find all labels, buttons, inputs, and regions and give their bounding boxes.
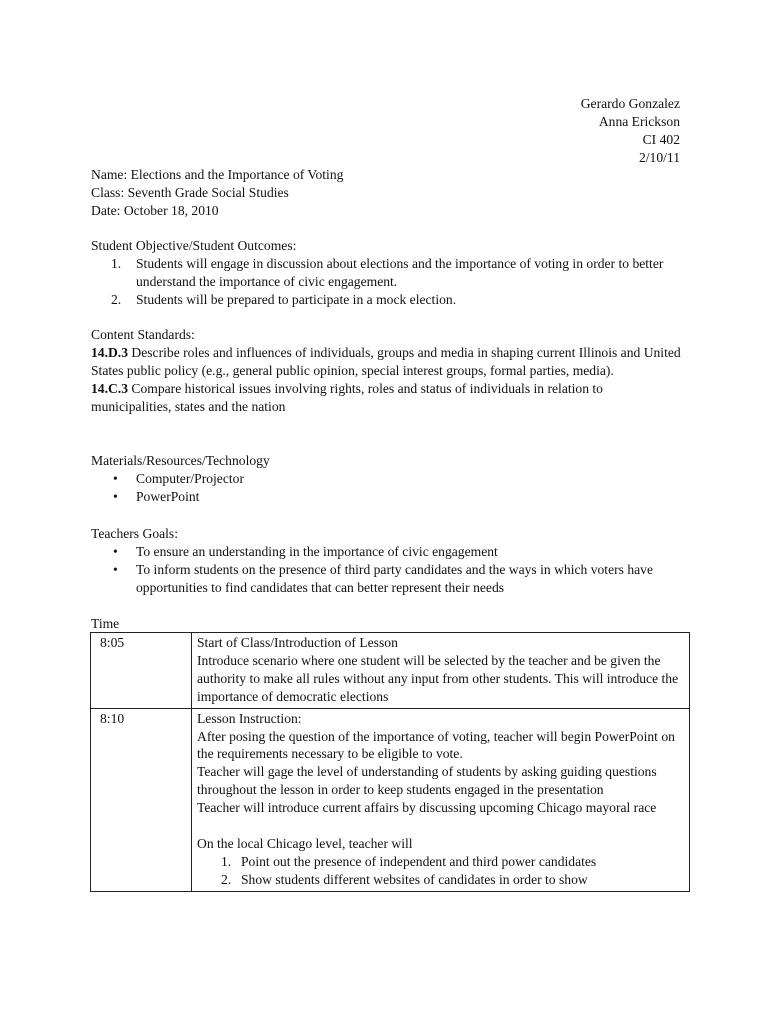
- bullet-icon: •: [113, 543, 118, 559]
- standard-item: [91, 380, 681, 416]
- activity-list-text: Point out the presence of independent and third power candidates: [241, 853, 597, 869]
- lesson-class: Class: Seventh Grade Social Studies: [91, 184, 289, 200]
- activity-title: Lesson Instruction:: [197, 710, 302, 726]
- bullet-icon: •: [113, 470, 118, 486]
- objective-text: Students will engage in discussion about elections and the importance of voting in order to better understand the importance of civic engagement.: [136, 255, 664, 289]
- goals-list: [91, 543, 681, 597]
- materials-list: [91, 470, 681, 506]
- material-text: PowerPoint: [136, 488, 200, 504]
- activity-text: Introduce scenario where one student will be selected by the teacher and be given the authority to make all rules without any input from other students. This will introduce the importance of democratic elections: [197, 652, 679, 704]
- objectives-section: [91, 237, 681, 309]
- list-item: 1. Students will engage in discussion about elections and the importance of voting in order to better understand the importance of civic engagement.: [111, 255, 664, 289]
- lesson-name: Name: Elections and the Importance of Voting: [91, 167, 344, 182]
- list-item: [91, 488, 681, 506]
- activity-text: Teacher will gage the level of understanding of students by asking guiding questions throughout the lesson in order to keep students engaged in the presentation: [197, 764, 657, 798]
- author-name-2: Anna Erickson: [598, 113, 680, 129]
- goal-text: To ensure an understanding in the importance of civic engagement: [136, 543, 498, 559]
- lesson-date: Date: October 18, 2010: [91, 202, 219, 218]
- table-row: [91, 708, 690, 891]
- objective-text: Students will be prepared to participate in a mock election.: [136, 291, 457, 307]
- list-item: [91, 543, 681, 561]
- lesson-info: [91, 166, 681, 220]
- standards-heading: Content Standards:: [91, 327, 195, 342]
- list-item: 2. Show students different websites of candidates in order to show: [221, 871, 588, 887]
- materials-section: [91, 452, 681, 506]
- list-item: [91, 561, 681, 597]
- list-item: 2. Students will be prepared to participate in a mock election.: [111, 291, 457, 307]
- standard-code: 14.D.3: [91, 344, 129, 360]
- standards-section: [91, 326, 681, 416]
- table-row: [91, 633, 690, 709]
- material-text: Computer/Projector: [136, 470, 244, 486]
- activity-text: On the local Chicago level, teacher will: [197, 835, 413, 851]
- standard-text: Compare historical issues involving rights, roles and status of individuals in relation to municipalities, states and the nation: [91, 380, 603, 414]
- list-item: [91, 470, 681, 488]
- goals-heading: Teachers Goals:: [91, 526, 178, 541]
- activity-cell: [192, 708, 690, 891]
- bullet-icon: •: [113, 488, 118, 504]
- bullet-icon: •: [113, 561, 118, 577]
- objectives-heading: Student Objective/Student Outcomes:: [91, 238, 297, 253]
- schedule-heading: Time: [91, 616, 120, 631]
- activity-cell: [192, 633, 690, 709]
- list-item: 1. Point out the presence of independent and third power candidates: [221, 853, 597, 869]
- time-cell: 8:10: [91, 708, 192, 891]
- objectives-list: [91, 255, 681, 309]
- course-code: CI 402: [642, 131, 680, 147]
- materials-heading: Materials/Resources/Technology: [91, 453, 270, 468]
- activity-title: Start of Class/Introduction of Lesson: [197, 635, 398, 650]
- goal-text: To inform students on the presence of third party candidates and the ways in which voters have opportunities to find candidates that can better represent their needs: [136, 561, 653, 595]
- activity-list: [197, 853, 684, 889]
- author-name-1: Gerardo Gonzalez: [580, 96, 680, 111]
- activity-list-text: Show students different websites of candidates in order to show: [241, 871, 588, 887]
- header-date: 2/10/11: [638, 149, 680, 165]
- standard-item: [91, 344, 681, 380]
- standard-text: Describe roles and influences of individuals, groups and media in shaping current Illinois and United States public policy (e.g., general public opinion, special interest groups, formal parties, media).: [91, 344, 681, 378]
- goals-section: [91, 525, 681, 597]
- schedule-table: [90, 632, 690, 892]
- standard-code: 14.C.3: [91, 380, 129, 396]
- time-cell: 8:05: [91, 633, 192, 709]
- activity-text: After posing the question of the importance of voting, teacher will begin PowerPoint on the requirements necessary to be eligible to vote.: [197, 728, 675, 762]
- spacer: [197, 817, 684, 835]
- activity-text: Teacher will introduce current affairs by discussing upcoming Chicago mayoral race: [197, 800, 657, 816]
- author-header: [581, 95, 680, 167]
